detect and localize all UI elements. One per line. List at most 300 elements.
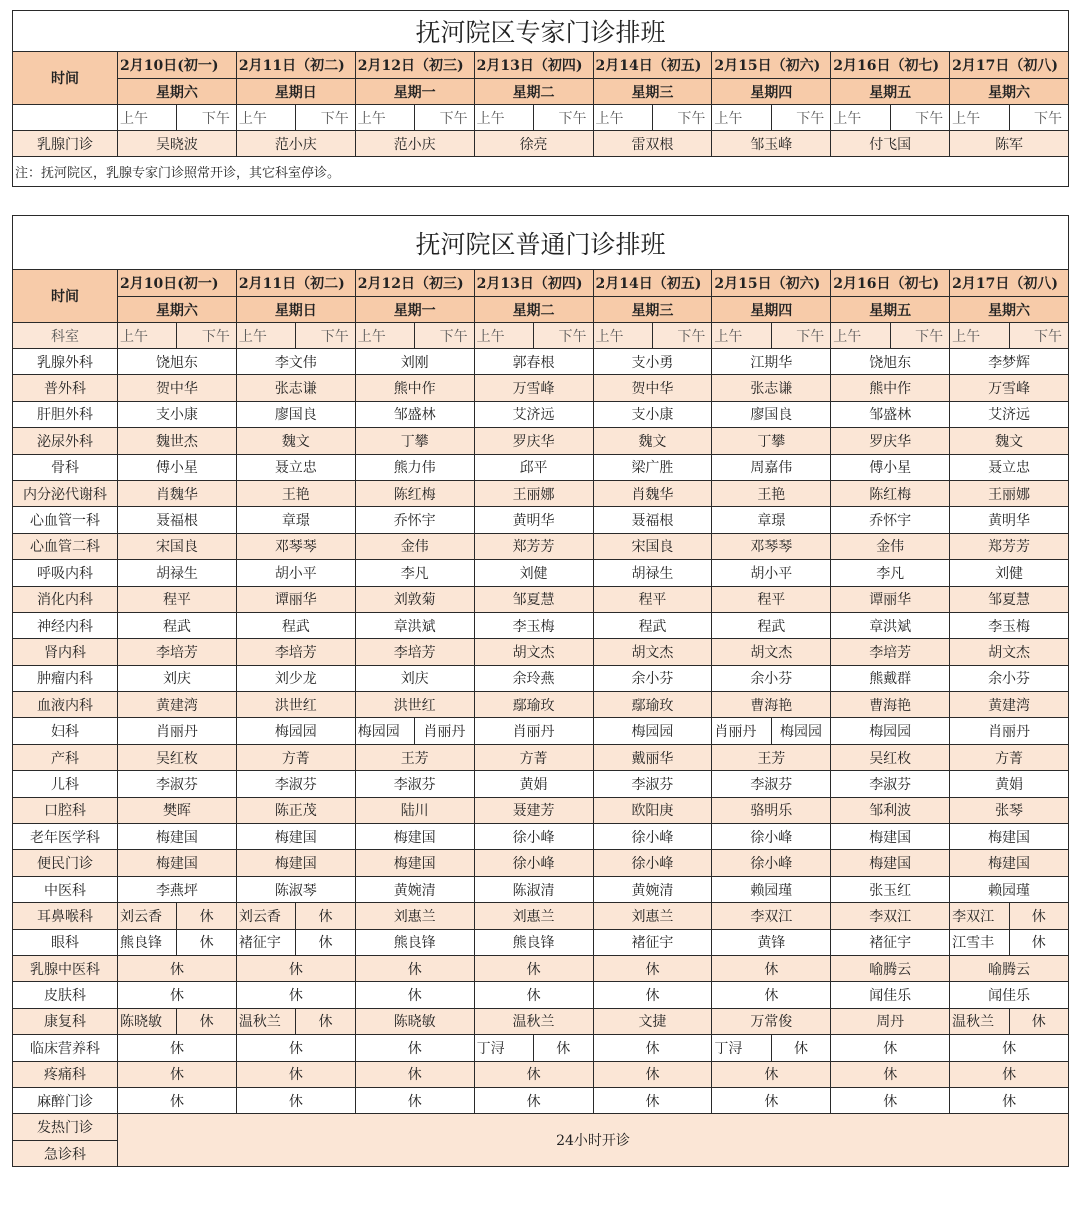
doctor-cell: 熊中作: [831, 375, 950, 401]
weekday-header: 星期二: [474, 79, 593, 105]
time-label: 时间: [13, 270, 118, 323]
table-row: [13, 1087, 1069, 1113]
table-row: [13, 560, 1069, 586]
weekday-header: 星期六: [950, 297, 1069, 323]
pm-header: 下午: [296, 105, 355, 131]
table-row: [13, 718, 1069, 744]
doctor-cell-am: 江雪丰: [950, 929, 1009, 955]
doctor-cell: 休: [118, 955, 237, 981]
doctor-cell: 熊良锋: [474, 929, 593, 955]
dept-name: 儿科: [13, 771, 118, 797]
doctor-cell: 方菁: [474, 744, 593, 770]
doctor-cell: 肖丽丹: [474, 718, 593, 744]
doctor-cell: 黄建湾: [950, 692, 1069, 718]
doctor-cell: 褚征宇: [831, 929, 950, 955]
date-header: 2月15日（初六): [712, 270, 831, 297]
doctor-cell: 梅建国: [236, 824, 355, 850]
doctor-cell: 李淑芬: [831, 771, 950, 797]
doctor-cell-am: 刘云香: [236, 903, 295, 929]
doctor-cell: 李燕坪: [118, 876, 237, 902]
doctor-cell-pm: 梅园园: [771, 718, 830, 744]
dept-name: 眼科: [13, 929, 118, 955]
doctor-cell: 李培芳: [236, 639, 355, 665]
dept-name: 皮肤科: [13, 982, 118, 1008]
doctor-cell: 章璟: [712, 507, 831, 533]
date-header: 2月13日（初四): [474, 52, 593, 79]
am-header: 上午: [355, 323, 414, 349]
doctor-cell: 程平: [712, 586, 831, 612]
doctor-cell: 李梦辉: [950, 349, 1069, 375]
table-row: [13, 824, 1069, 850]
doctor-cell-am: 李双江: [950, 903, 1009, 929]
date-header: 2月16日（初七): [831, 270, 950, 297]
doctor-cell: 金伟: [831, 533, 950, 559]
doctor-cell: 郑芳芳: [474, 533, 593, 559]
am-header: 上午: [950, 323, 1009, 349]
doctor-cell: 万常俊: [712, 1008, 831, 1034]
weekday-header: 星期六: [118, 297, 237, 323]
table-row: [13, 1035, 1069, 1061]
doctor-cell: 陈红梅: [831, 480, 950, 506]
doctor-cell: 李淑芬: [593, 771, 712, 797]
doctor-cell: 休: [712, 1087, 831, 1113]
pm-header: 下午: [771, 323, 830, 349]
doctor-cell: 赖园瑾: [950, 876, 1069, 902]
dept-name: 肿瘤内科: [13, 665, 118, 691]
dept-name: 乳腺中医科: [13, 955, 118, 981]
doctor-cell: 胡文杰: [474, 639, 593, 665]
date-header: 2月10日(初一): [118, 52, 237, 79]
dept-name: 普外科: [13, 375, 118, 401]
doctor-cell: 张琴: [950, 797, 1069, 823]
doctor-cell: 刘敦菊: [355, 586, 474, 612]
doctor-cell: 刘刚: [355, 349, 474, 375]
doctor-cell: 陆川: [355, 797, 474, 823]
doctor-cell: 休: [236, 982, 355, 1008]
doctor-cell: 休: [950, 1035, 1069, 1061]
doctor-cell: 章洪斌: [355, 612, 474, 638]
doctor-cell: 梅建国: [118, 850, 237, 876]
dept-name: 便民门诊: [13, 850, 118, 876]
doctor-cell: 万雪峰: [950, 375, 1069, 401]
doctor-cell: 方菁: [950, 744, 1069, 770]
doctor-cell: 休: [831, 1061, 950, 1087]
doctor-cell-pm: 休: [296, 1008, 355, 1034]
doctor-cell-pm: 休: [296, 903, 355, 929]
doctor-cell: 邹夏慧: [474, 586, 593, 612]
doctor-cell: 余小芬: [593, 665, 712, 691]
dept-name: 产科: [13, 744, 118, 770]
dept-name: 老年医学科: [13, 824, 118, 850]
doctor-cell: 梅建国: [950, 850, 1069, 876]
doctor-cell: 胡小平: [236, 560, 355, 586]
doctor-cell: 梅园园: [831, 718, 950, 744]
am-header: 上午: [118, 323, 177, 349]
date-header: 2月12日（初三): [355, 270, 474, 297]
doctor-cell: 徐小峰: [593, 824, 712, 850]
table-row: [13, 850, 1069, 876]
dept-name: 肾内科: [13, 639, 118, 665]
doctor-cell: 谭丽华: [831, 586, 950, 612]
doctor-cell: 李淑芬: [712, 771, 831, 797]
doctor-cell: 魏文: [236, 428, 355, 454]
doctor-cell: 余小芬: [712, 665, 831, 691]
doctor-cell: 支小康: [593, 401, 712, 427]
doctor-cell-pm: 休: [771, 1035, 830, 1061]
weekday-header: 星期一: [355, 297, 474, 323]
doctor-cell: 休: [118, 1061, 237, 1087]
doctor-cell: 李双江: [831, 903, 950, 929]
doctor-cell: 余玲燕: [474, 665, 593, 691]
pm-header: 下午: [1009, 323, 1068, 349]
table-row: [13, 533, 1069, 559]
doctor-cell: 熊良锋: [355, 929, 474, 955]
dept-name: 内分泌代谢科: [13, 480, 118, 506]
doctor-cell: 梅建国: [355, 824, 474, 850]
doctor-cell: 骆明乐: [712, 797, 831, 823]
doctor-cell: 洪世红: [355, 692, 474, 718]
dept-name: 血液内科: [13, 692, 118, 718]
doctor-cell-am: 梅园园: [355, 718, 414, 744]
doctor-cell-am: 肖丽丹: [712, 718, 771, 744]
doctor-cell: 周嘉伟: [712, 454, 831, 480]
date-header: 2月16日（初七): [831, 52, 950, 79]
doctor-cell: 黄婉清: [355, 876, 474, 902]
doctor-cell: 李双江: [712, 903, 831, 929]
date-header: 2月12日（初三): [355, 52, 474, 79]
doctor-cell: 万雪峰: [474, 375, 593, 401]
doctor-cell: 陈正茂: [236, 797, 355, 823]
date-header: 2月15日（初六): [712, 52, 831, 79]
dept-name: 骨科: [13, 454, 118, 480]
doctor-cell: 徐小峰: [474, 850, 593, 876]
am-header: 上午: [831, 323, 890, 349]
weekday-header: 星期三: [593, 79, 712, 105]
doctor-cell: 喻腾云: [950, 955, 1069, 981]
pm-header: 下午: [534, 323, 593, 349]
doctor-cell: 休: [950, 1061, 1069, 1087]
doctor-cell-pm: 休: [177, 903, 236, 929]
doctor-cell: 刘惠兰: [593, 903, 712, 929]
pm-header: 下午: [890, 105, 949, 131]
doctor-cell: 褚征宇: [593, 929, 712, 955]
table-row: [13, 903, 1069, 929]
doctor-cell: 梁广胜: [593, 454, 712, 480]
am-header: 上午: [236, 323, 295, 349]
weekday-header: 星期五: [831, 79, 950, 105]
doctor-cell: 戴丽华: [593, 744, 712, 770]
doctor-cell: 廖国良: [712, 401, 831, 427]
weekday-header: 星期四: [712, 79, 831, 105]
table-title: 抚河院区专家门诊排班: [13, 11, 1069, 52]
pm-header: 下午: [1009, 105, 1068, 131]
doctor-cell: 张志谦: [712, 375, 831, 401]
doctor-cell: 聂福根: [593, 507, 712, 533]
doctor-cell: 罗庆华: [831, 428, 950, 454]
doctor-cell: 宋国良: [118, 533, 237, 559]
doctor-cell: 李淑芬: [118, 771, 237, 797]
doctor-cell: 谭丽华: [236, 586, 355, 612]
doctor-cell: 王艳: [712, 480, 831, 506]
doctor-cell: 李淑芬: [236, 771, 355, 797]
am-header: 上午: [593, 105, 652, 131]
dept-name: 中医科: [13, 876, 118, 902]
time-label: 时间: [13, 52, 118, 105]
doctor-cell: 文捷: [593, 1008, 712, 1034]
date-header: 2月17日（初八): [950, 52, 1069, 79]
am-header: 上午: [474, 105, 533, 131]
doctor-cell: 休: [355, 1035, 474, 1061]
doctor-cell: 徐亮: [474, 131, 593, 157]
doctor-cell: 王芳: [712, 744, 831, 770]
pm-header: 下午: [771, 105, 830, 131]
doctor-cell: 程平: [118, 586, 237, 612]
weekday-header: 星期二: [474, 297, 593, 323]
doctor-cell: 休: [831, 1087, 950, 1113]
doctor-cell: 胡文杰: [593, 639, 712, 665]
doctor-cell: 程平: [593, 586, 712, 612]
doctor-cell: 宋国良: [593, 533, 712, 559]
doctor-cell: 樊晖: [118, 797, 237, 823]
table-row: [13, 480, 1069, 506]
doctor-cell: 付飞国: [831, 131, 950, 157]
doctor-cell: 程武: [236, 612, 355, 638]
table-row: [13, 401, 1069, 427]
table-row: [13, 639, 1069, 665]
table-row: [13, 375, 1069, 401]
date-header: 2月14日（初五): [593, 270, 712, 297]
table-row: [13, 665, 1069, 691]
doctor-cell: 肖魏华: [118, 480, 237, 506]
doctor-cell: 梅园园: [236, 718, 355, 744]
doctor-cell: 鄢瑜玫: [593, 692, 712, 718]
doctor-cell: 魏文: [593, 428, 712, 454]
doctor-cell: 聂立忠: [236, 454, 355, 480]
doctor-cell: 梅建国: [118, 824, 237, 850]
doctor-cell: 李凡: [355, 560, 474, 586]
doctor-cell: 休: [593, 1087, 712, 1113]
table-row: [13, 744, 1069, 770]
pm-header: 下午: [652, 105, 711, 131]
doctor-cell: 徐小峰: [712, 850, 831, 876]
doctor-cell: 章洪斌: [831, 612, 950, 638]
doctor-cell-am: 丁浔: [474, 1035, 533, 1061]
doctor-cell: 休: [118, 982, 237, 1008]
pm-header: 下午: [415, 323, 474, 349]
doctor-cell-pm: 肖丽丹: [415, 718, 474, 744]
am-header: 上午: [355, 105, 414, 131]
doctor-cell: 休: [950, 1087, 1069, 1113]
weekday-header: 星期一: [355, 79, 474, 105]
doctor-cell-am: 温秋兰: [950, 1008, 1009, 1034]
doctor-cell: 休: [831, 1035, 950, 1061]
table-row: [13, 586, 1069, 612]
doctor-cell: 饶旭东: [831, 349, 950, 375]
doctor-cell-pm: 休: [1009, 903, 1068, 929]
table-row: [13, 454, 1069, 480]
doctor-cell: 梅建国: [831, 824, 950, 850]
pm-header: 下午: [534, 105, 593, 131]
doctor-cell: 王芳: [355, 744, 474, 770]
doctor-cell: 休: [236, 1087, 355, 1113]
doctor-cell: 梅建国: [355, 850, 474, 876]
doctor-cell: 丁攀: [712, 428, 831, 454]
pm-header: 下午: [415, 105, 474, 131]
doctor-cell: 黄娟: [950, 771, 1069, 797]
doctor-cell-pm: 休: [177, 1008, 236, 1034]
dept-name: 消化内科: [13, 586, 118, 612]
doctor-cell: 雷双根: [593, 131, 712, 157]
doctor-cell: 李文伟: [236, 349, 355, 375]
dept-name-er: 急诊科: [13, 1140, 118, 1167]
doctor-cell: 贺中华: [118, 375, 237, 401]
pm-header: 下午: [177, 105, 236, 131]
dept-name: 肝胆外科: [13, 401, 118, 427]
doctor-cell: 聂建芳: [474, 797, 593, 823]
doctor-cell: 江期华: [712, 349, 831, 375]
doctor-cell: 闻佳乐: [831, 982, 950, 1008]
doctor-cell: 休: [355, 1087, 474, 1113]
doctor-cell: 陈军: [950, 131, 1069, 157]
doctor-cell: 陈晓敏: [355, 1008, 474, 1034]
dept-name: 呼吸内科: [13, 560, 118, 586]
doctor-cell: 休: [118, 1035, 237, 1061]
doctor-cell-am: 褚征宇: [236, 929, 295, 955]
doctor-cell: 休: [712, 955, 831, 981]
doctor-cell: 王艳: [236, 480, 355, 506]
dept-name: 疼痛科: [13, 1061, 118, 1087]
doctor-cell: 胡文杰: [950, 639, 1069, 665]
doctor-cell: 黄建湾: [118, 692, 237, 718]
doctor-cell: 贺中华: [593, 375, 712, 401]
doctor-cell: 休: [712, 982, 831, 1008]
doctor-cell: 胡禄生: [593, 560, 712, 586]
doctor-cell: 休: [118, 1087, 237, 1113]
doctor-cell: 李培芳: [118, 639, 237, 665]
doctor-cell: 吴红枚: [118, 744, 237, 770]
table-row: [13, 929, 1069, 955]
doctor-cell: 李凡: [831, 560, 950, 586]
dept-name: 麻醉门诊: [13, 1087, 118, 1113]
dept-name-fever: 发热门诊: [13, 1114, 118, 1141]
doctor-cell: 刘惠兰: [355, 903, 474, 929]
doctor-cell: 金伟: [355, 533, 474, 559]
doctor-cell: 范小庆: [355, 131, 474, 157]
doctor-cell: 休: [236, 955, 355, 981]
doctor-cell: 吴晓波: [118, 131, 237, 157]
doctor-cell: 休: [355, 982, 474, 1008]
doctor-cell: 刘庆: [118, 665, 237, 691]
table-row: [13, 955, 1069, 981]
doctor-cell: 陈淑琴: [236, 876, 355, 902]
doctor-cell: 郭春根: [474, 349, 593, 375]
doctor-cell: 黄明华: [950, 507, 1069, 533]
doctor-cell-pm: 休: [177, 929, 236, 955]
dept-name: 康复科: [13, 1008, 118, 1034]
doctor-cell: 郑芳芳: [950, 533, 1069, 559]
date-header: 2月14日（初五): [593, 52, 712, 79]
doctor-cell: 傅小星: [831, 454, 950, 480]
doctor-cell: 洪世红: [236, 692, 355, 718]
doctor-cell: 梅建国: [950, 824, 1069, 850]
doctor-cell: 王丽娜: [950, 480, 1069, 506]
date-header: 2月11日（初二): [236, 52, 355, 79]
doctor-cell: 梅建国: [236, 850, 355, 876]
table-row: [13, 771, 1069, 797]
weekday-header: 星期六: [118, 79, 237, 105]
doctor-cell: 支小康: [118, 401, 237, 427]
doctor-cell: 罗庆华: [474, 428, 593, 454]
am-header: 上午: [593, 323, 652, 349]
weekday-header: 星期日: [236, 297, 355, 323]
doctor-cell: 魏世杰: [118, 428, 237, 454]
table-row: [13, 797, 1069, 823]
doctor-cell-am: 刘云香: [118, 903, 177, 929]
doctor-cell: 余小芬: [950, 665, 1069, 691]
dept-label: 科室: [13, 323, 118, 349]
doctor-cell-am: 熊良锋: [118, 929, 177, 955]
doctor-cell: 邓琴琴: [712, 533, 831, 559]
doctor-cell: 肖魏华: [593, 480, 712, 506]
doctor-cell: 李淑芬: [355, 771, 474, 797]
doctor-cell: 曹海艳: [712, 692, 831, 718]
am-header: 上午: [474, 323, 533, 349]
doctor-cell: 休: [593, 955, 712, 981]
doctor-cell: 赖园瑾: [712, 876, 831, 902]
doctor-cell: 徐小峰: [474, 824, 593, 850]
doctor-cell: 休: [236, 1035, 355, 1061]
dept-name: 妇科: [13, 718, 118, 744]
pm-header: 下午: [890, 323, 949, 349]
doctor-cell-am: 丁浔: [712, 1035, 771, 1061]
table-row: [13, 507, 1069, 533]
doctor-cell: 吴红枚: [831, 744, 950, 770]
table-row: [13, 876, 1069, 902]
doctor-cell: 丁攀: [355, 428, 474, 454]
doctor-cell: 刘惠兰: [474, 903, 593, 929]
am-header: 上午: [118, 105, 177, 131]
doctor-cell: 喻腾云: [831, 955, 950, 981]
doctor-cell: 休: [474, 982, 593, 1008]
general-schedule-table: [12, 215, 1069, 1167]
doctor-cell: 胡文杰: [712, 639, 831, 665]
doctor-cell: 黄明华: [474, 507, 593, 533]
doctor-cell: 梅建国: [831, 850, 950, 876]
doctor-cell: 肖丽丹: [950, 718, 1069, 744]
doctor-cell: 程武: [712, 612, 831, 638]
doctor-cell: 曹海艳: [831, 692, 950, 718]
doctor-cell: 休: [593, 1061, 712, 1087]
doctor-cell: 胡禄生: [118, 560, 237, 586]
table-row: [13, 1061, 1069, 1087]
doctor-cell: 程武: [118, 612, 237, 638]
doctor-cell: 周丹: [831, 1008, 950, 1034]
doctor-cell: 黄锋: [712, 929, 831, 955]
doctor-cell: 邹盛林: [355, 401, 474, 427]
table-row: [13, 1008, 1069, 1034]
am-header: 上午: [831, 105, 890, 131]
doctor-cell: 刘少龙: [236, 665, 355, 691]
doctor-cell: 艾济远: [950, 401, 1069, 427]
doctor-cell: 陈淑清: [474, 876, 593, 902]
weekday-header: 星期日: [236, 79, 355, 105]
doctor-cell: 休: [712, 1061, 831, 1087]
doctor-cell-am: 温秋兰: [236, 1008, 295, 1034]
doctor-cell: 刘健: [950, 560, 1069, 586]
doctor-cell: 休: [355, 955, 474, 981]
doctor-cell: 黄娟: [474, 771, 593, 797]
doctor-cell: 张玉红: [831, 876, 950, 902]
